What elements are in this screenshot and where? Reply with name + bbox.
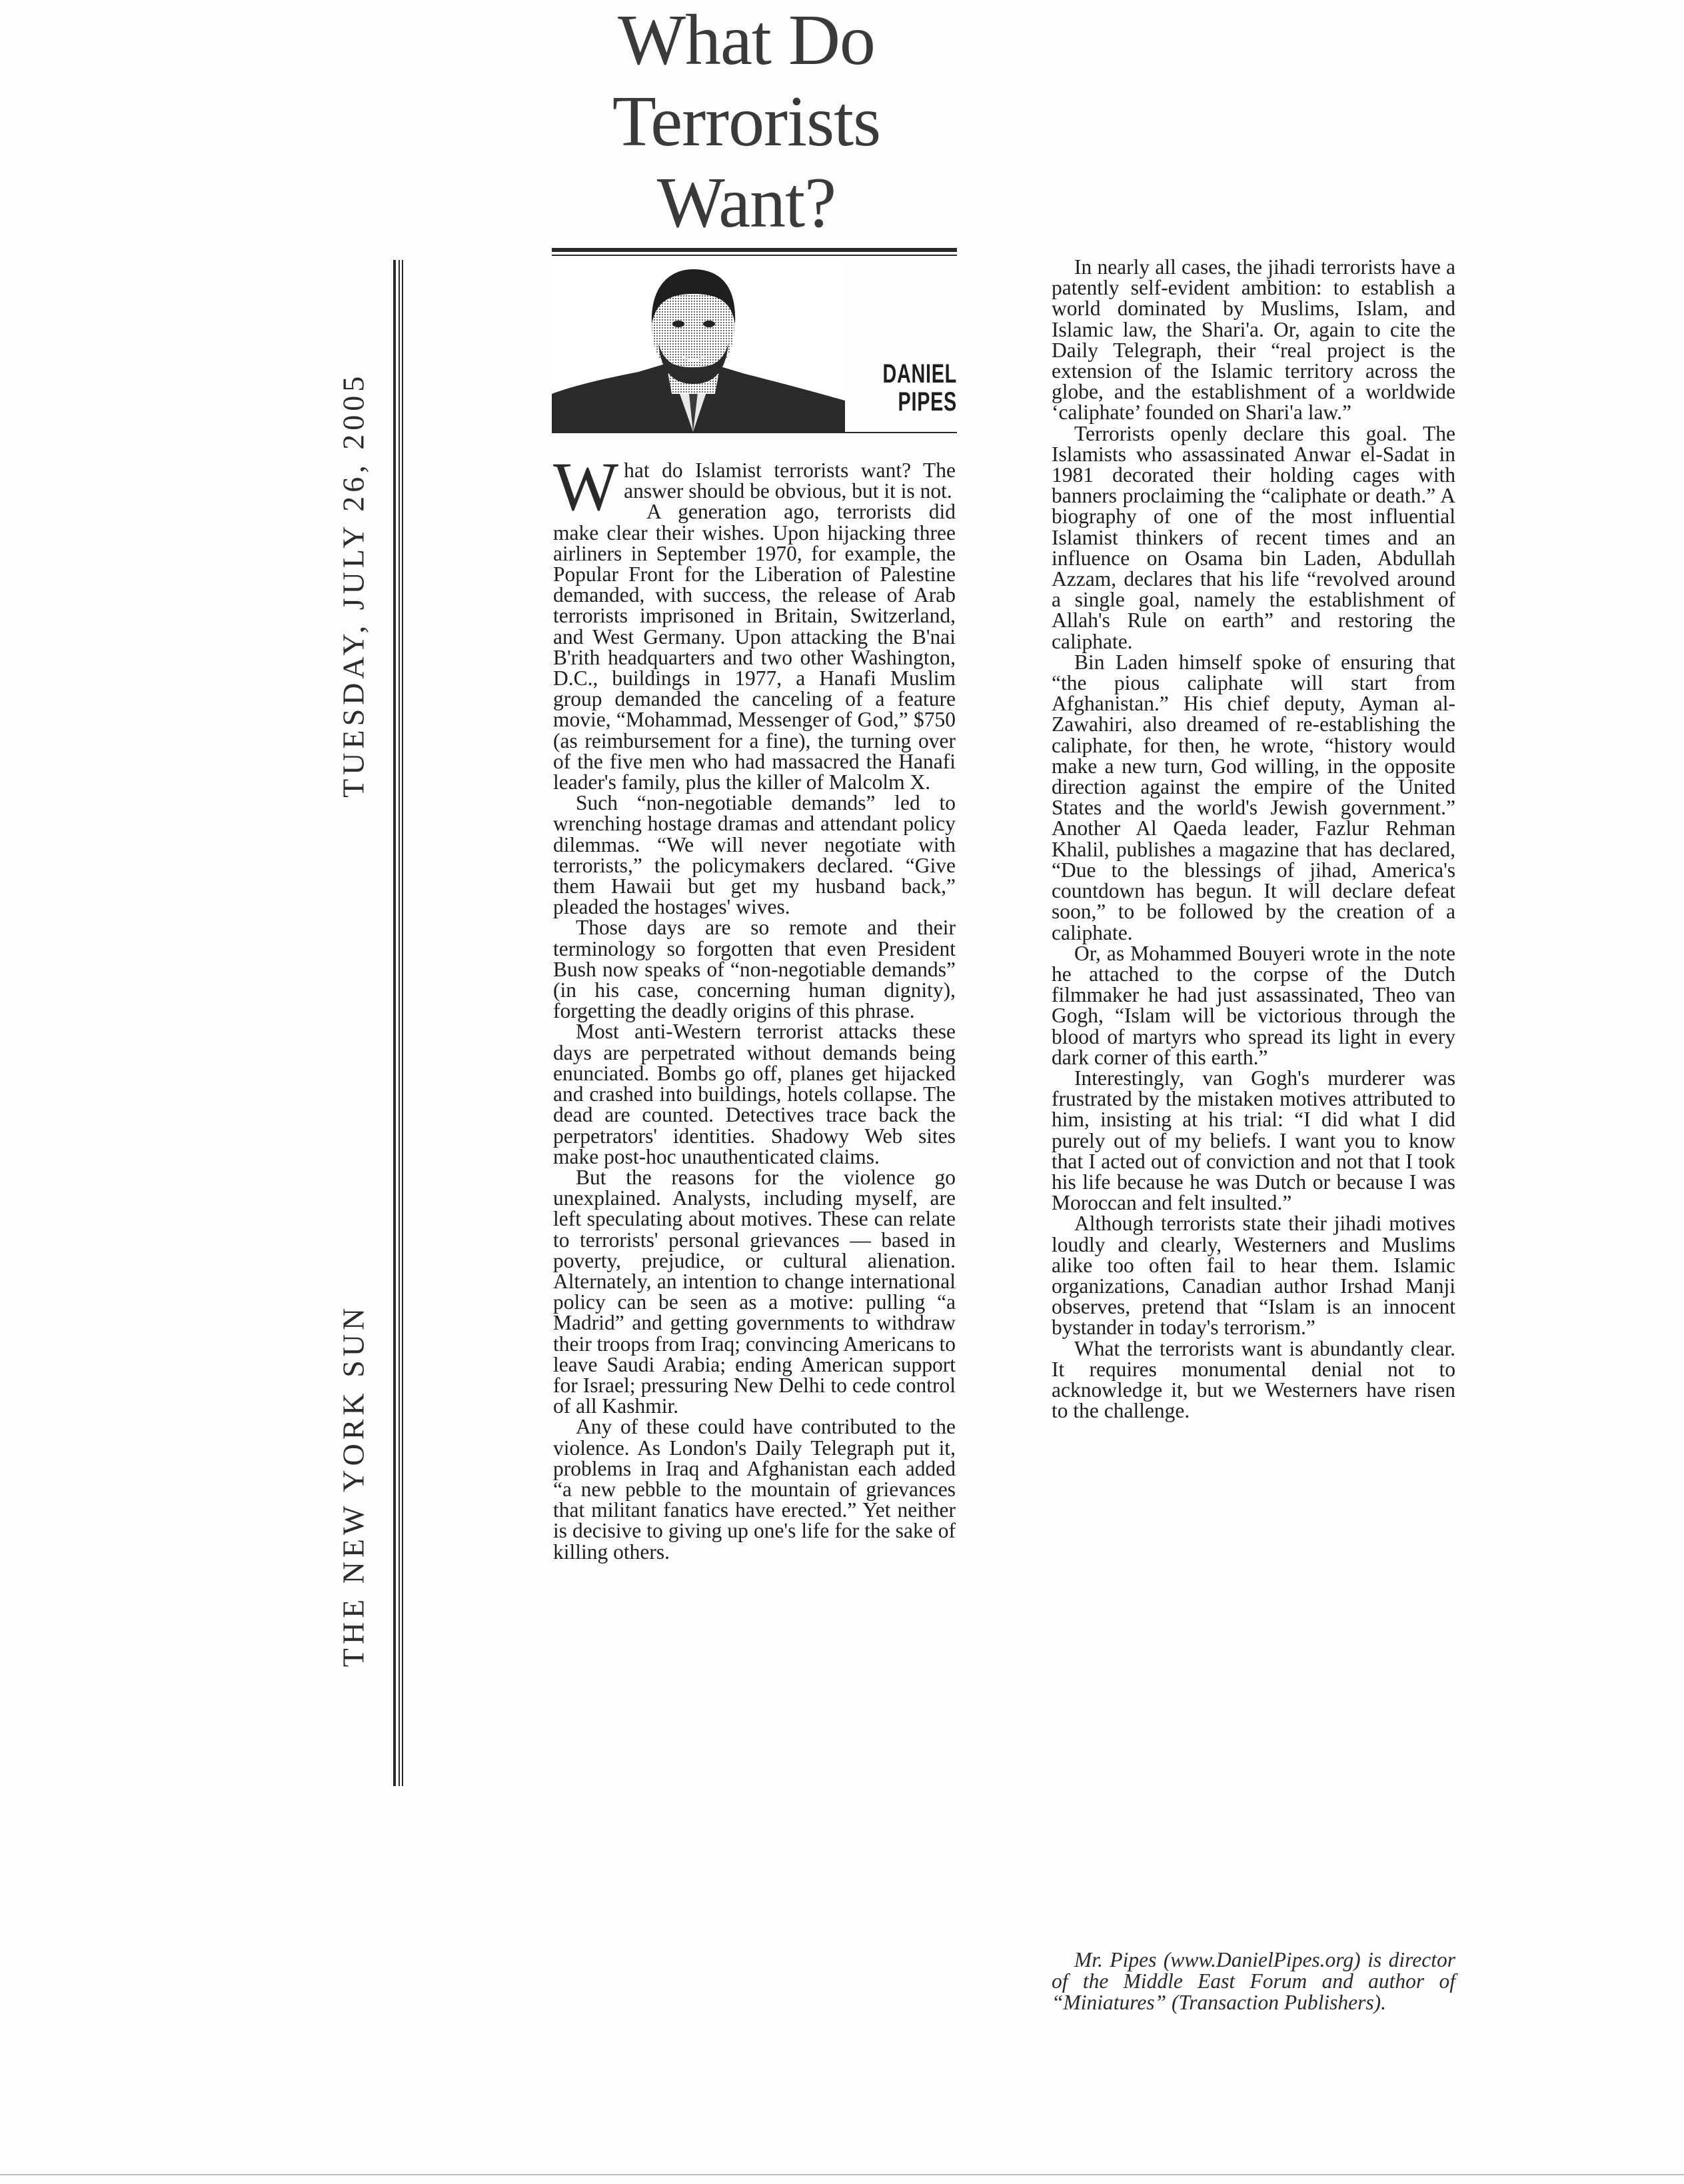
article-column-2 — [1052, 257, 1455, 1421]
body-paragraph: Such “non-negotiable demands” led to wrenching hostage dramas and attendant policy dilemmas. “We will never negotiate with terrorists,” the policymakers declared. “Give them Hawaii but get my husband back,” pleaded the hostages' wives. — [553, 791, 956, 919]
byline-rule — [552, 255, 957, 256]
lead-text: hat do Islamist terrorists want? The answer should be obvious, but it is not. — [624, 459, 956, 503]
lead-paragraph — [553, 449, 956, 525]
body-paragraph: Those days are so remote and their terminology so forgotten that even President Bush now speaks of “non-negotiable demands” (in his case, concerning human dignity), forgetting the deadly origins of this phrase. — [553, 916, 956, 1023]
masthead-rule — [402, 260, 403, 1786]
masthead-date: TUESDAY, JULY 26, 2005 — [336, 372, 371, 798]
masthead-rule — [393, 260, 396, 1786]
headline-line: What Do — [618, 1, 875, 80]
body-paragraph: A generation ago, terrorists did make clear their wishes. Upon hijacking three airliners in September 1970, for example, the Popular Front for the Liberation of Palestine demanded, with success, the release of Arab terrorists imprisoned in Britain, Switzerland, and West Germany. Upon attacking the B'nai B'rith headquarters and two other Washington, D.C., buildings in 1977, a Hanafi Muslim group demanded the canceling of a feature movie, “Mohammad, Messenger of God,” $750 (as reimbursement for a fine), the turning over of the five men who had massacred the Hanafi leader's family, plus the killer of Malcolm X. — [553, 500, 956, 794]
author-first-name: DANIEL — [882, 359, 957, 389]
vertical-masthead — [336, 373, 371, 1667]
author-tagline: Mr. Pipes (www.DanielPipes.org) is director of the Middle East Forum and author of “Miniatures” (Transaction Publishers). — [1052, 1948, 1455, 2014]
byline-rule — [552, 248, 957, 252]
body-paragraph: What the terrorists want is abundantly clear. It requires monumental denial not to acknowledge it, but we Westerners have risen to the challenge. — [1052, 1336, 1455, 1423]
article-column-1 — [553, 449, 956, 1564]
body-paragraph: In nearly all cases, the jihadi terrorists have a patently self-evident ambition: to establish a world dominated by Muslims, Islam, and Islamic law, the Shari'a. Or, again to cite the Daily Telegraph, their “real project is the extension of the Islamic territory across the globe, and the establishment of a worldwide ‘caliphate’ founded on Shari'a law.” — [1052, 255, 1455, 425]
masthead-paper: THE NEW YORK SUN — [336, 1304, 371, 1667]
byline-bottom-rule — [552, 432, 957, 433]
body-paragraph: Or, as Mohammed Bouyeri wrote in the note he attached to the corpse of the Dutch filmmaker he had just assassinated, Theo van Gogh, “Islam will be victorious through the blood of martyrs who spread its light in every dark corner of this earth.” — [1052, 941, 1455, 1069]
masthead-rule — [399, 260, 400, 1786]
author-byline — [872, 360, 957, 416]
body-paragraph: Terrorists openly declare this goal. The Islamists who assassinated Anwar el-Sadat in 1981 decorated their holding cages with banners proclaiming the “caliphate or death.” A biography of one of the most influential Islamist thinkers of recent times and an influence on Osama bin Laden, Abdullah Azzam, declares that his life “revolved around a single goal, namely the establishment of Allah's Rule on earth” and restoring the caliphate. — [1052, 421, 1455, 653]
headline-line: Terrorists — [612, 82, 881, 161]
body-paragraph: Any of these could have contributed to the violence. As London's Daily Telegraph put it, problems in Iraq and Afghanistan each added “a new pebble to the mountain of grievances that militant fanatics have erected.” Yet neither is decisive to giving up one's life for the sake of killing others. — [553, 1415, 956, 1564]
page-edge-line — [0, 2174, 1684, 2175]
body-paragraph: Interestingly, van Gogh's murderer was frustrated by the mistaken motives attributed to him, insisting at his trial: “I did what I did purely out of my beliefs. I want you to know that I acted out of conviction and not that I took his life because he was Dutch or because I was Moroccan and felt insulted.” — [1052, 1066, 1455, 1215]
body-paragraph: But the reasons for the violence go unexplained. Analysts, including myself, are left speculating about motives. These can relate to terrorists' personal grievances — based in poverty, prejudice, or cultural alienation. Alternately, an intention to change international policy can be seen as a motive: pulling “a Madrid” and getting governments to withdraw their troops from Iraq; convincing Americans to leave Saudi Arabia; ending American support for Israel; pressuring New Delhi to cede control of all Kashmir. — [553, 1165, 956, 1418]
drop-cap: W — [553, 449, 619, 525]
headline-line: Want? — [656, 163, 836, 243]
author-last-name: PIPES — [898, 387, 957, 417]
headline — [546, 0, 946, 244]
body-paragraph: Most anti-Western terrorist attacks these days are perpetrated without demands being enunciated. Bombs go off, planes get hijacked and crashed into buildings, hotels collapse. The dead are counted. Detectives trace back the perpetrators' identities. Shadowy Web sites make post-hoc unauthenticated claims. — [553, 1020, 956, 1168]
body-paragraph: Bin Laden himself spoke of ensuring that “the pious caliphate will start from Afghanistan.” His chief deputy, Ayman al-Zawahiri, also dreamed of re-establishing the caliphate, for then, he wrote, “history would make a new turn, God willing, in the opposite direction against the empire of the United States and the world's Jewish government.” Another Al Qaeda leader, Fazlur Rehman Khalil, publishes a magazine that has declared, “Due to the blessings of jihad, America's countdown has begun. It will declare defeat soon,” to be followed by the creation of a caliphate. — [1052, 650, 1455, 944]
body-paragraph: Although terrorists state their jihadi motives loudly and clearly, Westerners and Muslims alike too often fail to hear them. Islamic organizations, Canadian author Irshad Manji observes, pretend that “Islam is an innocent bystander in today's terrorism.” — [1052, 1212, 1455, 1340]
author-photo — [552, 257, 845, 432]
